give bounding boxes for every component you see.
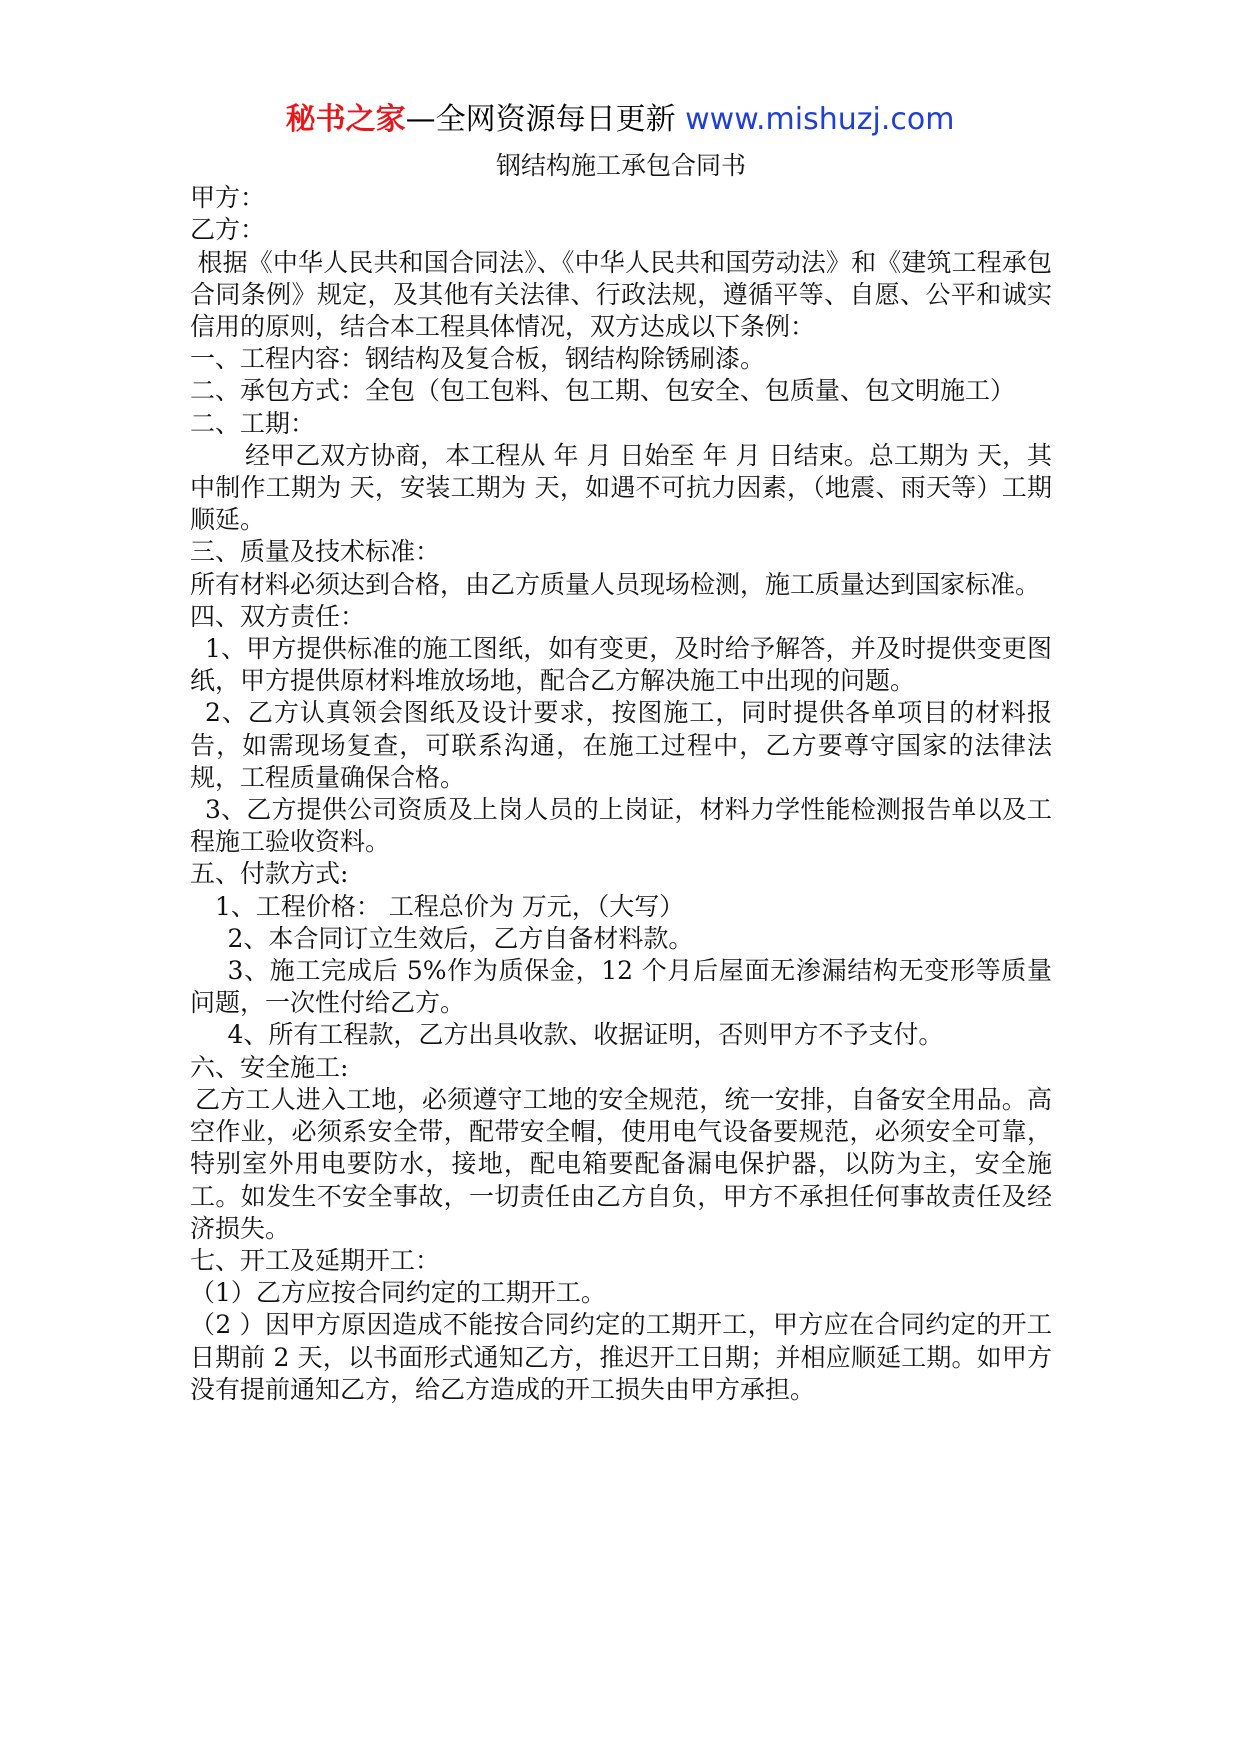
section-safety-heading: 六、安全施工: <box>190 1052 349 1082</box>
section-schedule-text: 经甲乙双方协商，本工程从 年 月 日始至 年 月 日结束。总工期为 天，其中制作工期为 天，安装工期为 天，如遇不可抗力因素，（地震、雨天等）工期顺延。 <box>190 440 1052 535</box>
contract-body <box>190 150 1052 1406</box>
responsibility-item: 3、乙方提供公司资质及上岗人员的上岗证，材料力学性能检测报告单以及工程施工验收资料。 <box>190 795 1052 857</box>
section-quality-heading: 三、质量及技术标准： <box>190 537 441 567</box>
preamble-paragraph: 根据《中华人民共和国合同法》、《中华人民共和国劳动法》和《建筑工程承包合同条例》规定，及其他有关法律、行政法规，遵循平等、自愿、公平和诚实信用的原则，结合本工程具体情况，双方达成以下条例： <box>190 247 1052 342</box>
document-title: 钢结构施工承包合同书 <box>495 151 746 180</box>
payment-item: 4、所有工程款，乙方出具收款、收据证明，否则甲方不予支付。 <box>227 1020 944 1050</box>
site-banner <box>0 100 1240 140</box>
banner-slogan: —全网资源每日更新 <box>405 102 676 137</box>
payment-item: 2、本合同订立生效后，乙方自备材料款。 <box>227 923 694 953</box>
party-a-line: 甲方： <box>190 183 266 213</box>
section-responsibility-heading: 四、双方责任： <box>190 601 366 631</box>
commencement-item: （2 ）因甲方原因造成不能按合同约定的工期开工，甲方应在合同约定的开工日期前 2 天，以书面形式通知乙方，推迟开工日期；并相应顺延工期。如甲方没有提前通知乙方，给乙方造成的开工损失由甲方承担。 <box>190 1310 1052 1404</box>
payment-item: 1、工程价格： 工程总价为 万元，（大写） <box>215 891 685 921</box>
section-scope: 一、工程内容：钢结构及复合板，钢结构除锈刷漆。 <box>190 344 766 374</box>
responsibility-item: 2、乙方认真领会图纸及设计要求，按图施工，同时提供各单项目的材料报告，如需现场复查，可联系沟通，在施工过程中，乙方要尊守国家的法律法规，工程质量确保合格。 <box>190 698 1052 792</box>
section-quality-text: 所有材料必须达到合格，由乙方质量人员现场检测，施工质量达到国家标准。 <box>190 569 1041 599</box>
responsibility-item: 1、甲方提供标准的施工图纸，如有变更，及时给予解答，并及时提供变更图纸，甲方提供原材料堆放场地，配合乙方解决施工中出现的问题。 <box>190 634 1052 696</box>
party-b-line: 乙方： <box>190 215 266 245</box>
commencement-item: （1）乙方应按合同约定的工期开工。 <box>190 1278 606 1308</box>
section-safety-text: 乙方工人进入工地，必须遵守工地的安全规范，统一安排，自备安全用品。高空作业，必须系安全带，配带安全帽，使用电气设备要规范，必须安全可靠，特别室外用电要防水，接地，配电箱要配备漏电保护器，以防为主，安全施工。如发生不安全事故，一切责任由乙方自负，甲方不承担任何事故责任及经济损失。 <box>190 1084 1052 1243</box>
payment-item: 3、施工完成后 5%作为质保金，12 个月后屋面无渗漏结构无变形等质量问题，一次性付给乙方。 <box>190 956 1052 1018</box>
section-contract-type: 二、承包方式：全包（包工包料、包工期、包安全、包质量、包文明施工） <box>190 376 1016 406</box>
banner-brand: 秘书之家 <box>285 102 406 137</box>
banner-url[interactable]: www.mishuzj.com <box>685 102 955 137</box>
section-commencement-heading: 七、开工及延期开工： <box>190 1245 441 1275</box>
section-payment-heading: 五、付款方式: <box>190 859 349 889</box>
section-schedule-heading: 二、工期： <box>190 408 316 438</box>
